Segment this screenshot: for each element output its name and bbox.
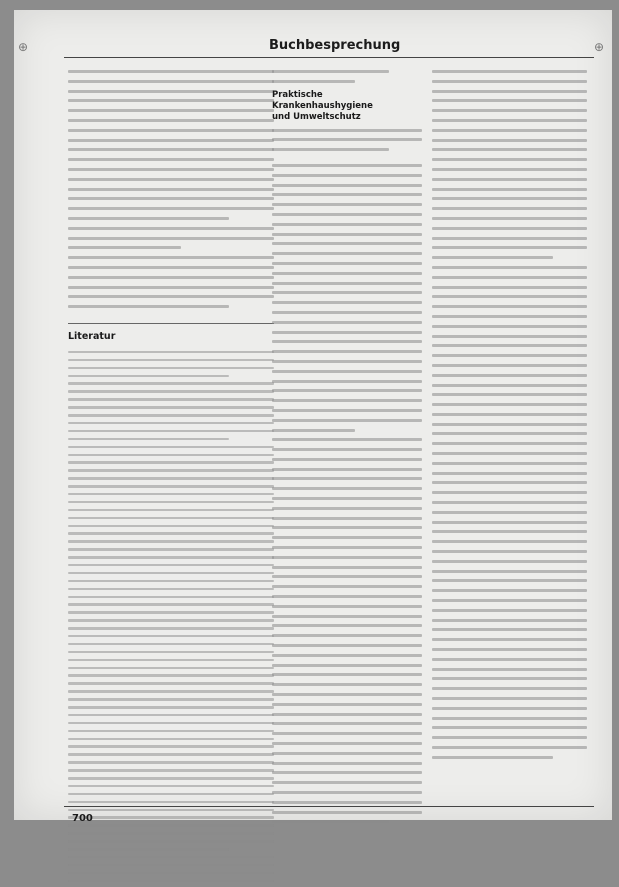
- body-text-block: [68, 70, 274, 308]
- book-title-line: Praktische Krankenhaushygiene: [272, 89, 373, 111]
- article-column-middle: [272, 70, 422, 830]
- review-text-block: [272, 164, 422, 823]
- article-column-right: [432, 70, 587, 766]
- article-column-left: [68, 70, 274, 887]
- registration-mark-icon: ⊕: [594, 40, 605, 54]
- page-number: 700: [72, 813, 93, 824]
- reference-list: [68, 351, 274, 882]
- references-heading: Literatur: [68, 330, 116, 342]
- section-divider: [68, 323, 274, 324]
- book-title-line: und Umweltschutz: [272, 111, 361, 122]
- registration-mark-icon: ⊕: [18, 40, 29, 54]
- document-page: [14, 10, 612, 824]
- footer-rule: [64, 806, 594, 807]
- review-text-block: [432, 70, 587, 759]
- section-title: Buchbesprechung: [269, 38, 401, 53]
- book-title: [272, 90, 422, 123]
- header-rule: [64, 57, 594, 58]
